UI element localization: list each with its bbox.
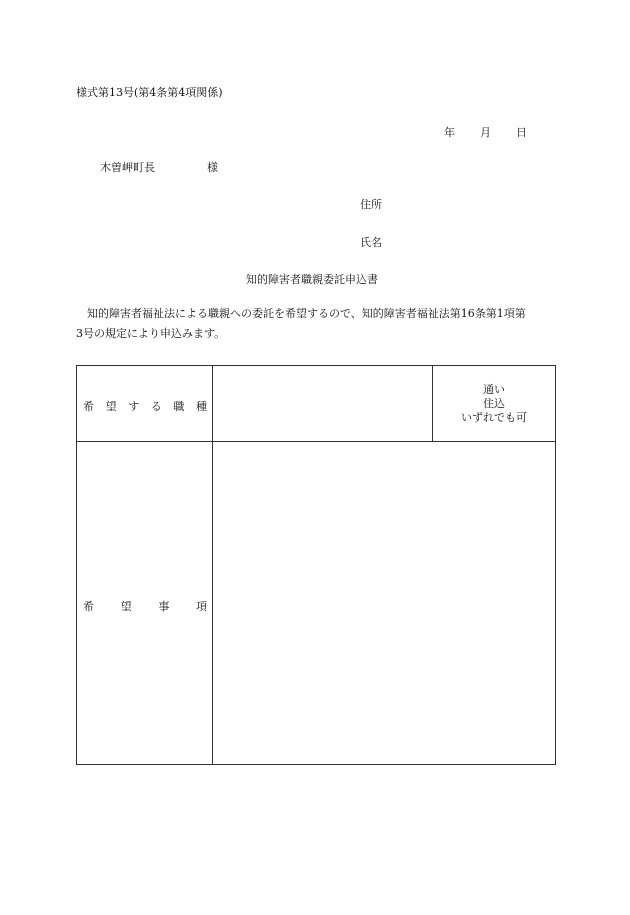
commute-options[interactable] xyxy=(432,383,556,425)
label-char: 望 xyxy=(120,600,132,613)
option-commute: 通い xyxy=(483,383,505,396)
request-table xyxy=(76,365,556,765)
date-year: 年 xyxy=(444,126,455,139)
option-live-in: 住込 xyxy=(483,397,505,410)
document-title: 知的障害者職親委託申込書 xyxy=(246,273,378,286)
body-line-1: 知的障害者福祉法による職親への委託を希望するので、知的障害者福祉法第16条第1項第 xyxy=(87,307,526,320)
desired-matters-label xyxy=(83,598,207,614)
label-char: 職 xyxy=(173,400,185,413)
label-char: 事 xyxy=(158,600,170,613)
date-day: 日 xyxy=(516,126,527,139)
desired-occupation-label xyxy=(83,398,207,414)
label-char: 希 xyxy=(83,400,94,413)
label-char: 種 xyxy=(195,400,207,413)
form-number: 様式第13号(第4条第4項関係) xyxy=(76,86,223,99)
name-label: 氏名 xyxy=(360,236,382,249)
label-char: 項 xyxy=(195,600,207,613)
label-char: 希 xyxy=(83,600,94,613)
body-paragraph xyxy=(76,304,561,344)
desired-matters-field[interactable] xyxy=(213,442,555,764)
option-either: いずれでも可 xyxy=(461,411,527,424)
addressee: 木曽岬町長 xyxy=(100,161,155,174)
honorific: 様 xyxy=(207,161,218,174)
address-label: 住所 xyxy=(360,198,382,211)
label-char: す xyxy=(128,400,140,413)
label-char: る xyxy=(150,400,162,413)
desired-occupation-field[interactable] xyxy=(213,366,432,441)
body-line-2: 3号の規定により申込みます。 xyxy=(76,327,226,340)
date-month: 月 xyxy=(480,126,491,139)
label-char: 望 xyxy=(105,400,117,413)
